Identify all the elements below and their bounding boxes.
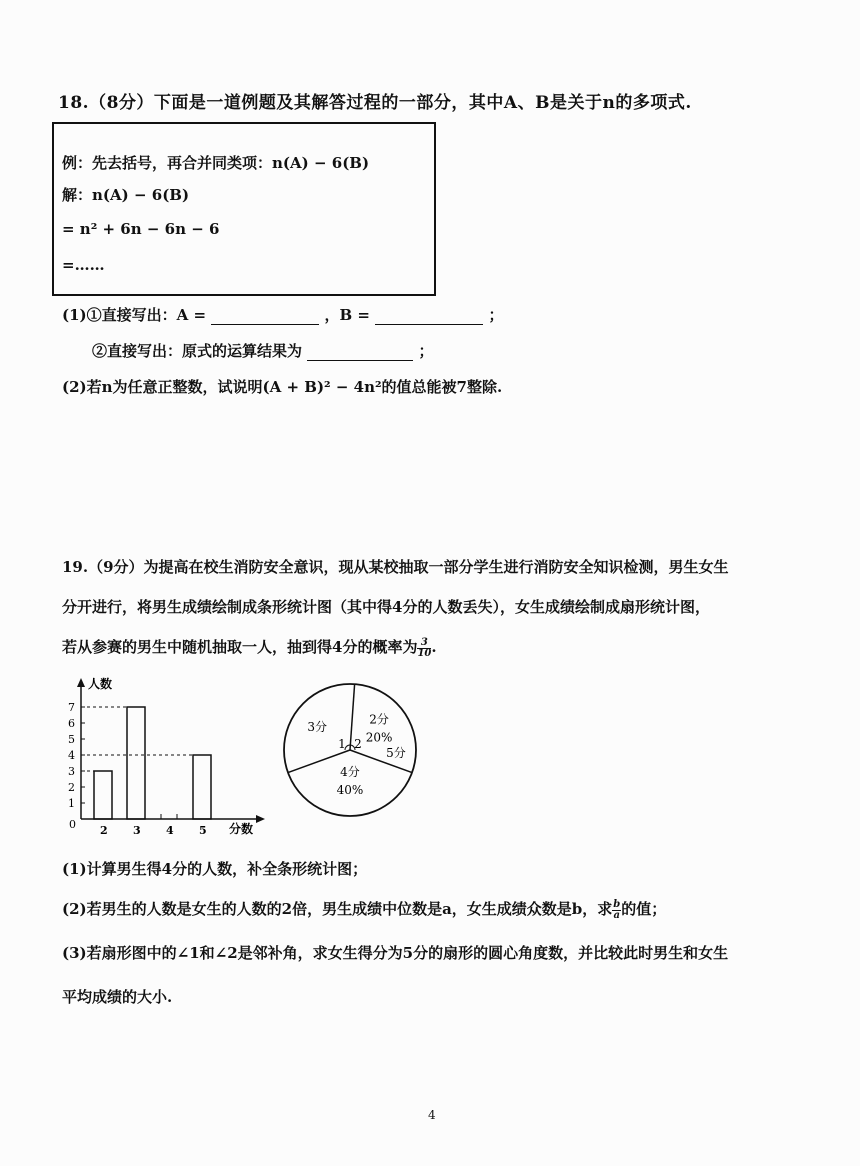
answer-blank-result[interactable]	[307, 346, 413, 361]
q18-title: 18.（8分）下面是一道例题及其解答过程的一部分，其中A、B是关于n的多项式.	[58, 93, 692, 113]
slice-label: 2分	[369, 712, 389, 727]
slice-label: 3分	[307, 720, 328, 735]
solution-step2: =……	[62, 256, 105, 274]
solution-line: 解：n(A) − 6(B)	[62, 186, 190, 204]
slice-percent: 40%	[336, 783, 364, 797]
part1b-lead: ②直接写出：原式的运算结果为	[92, 342, 303, 360]
solution-step1: = n² + 6n − 6n − 6	[62, 220, 220, 238]
q19-sub3-line1: (3)若扇形图中的∠1和∠2是邻补角，求女生得分为5分的扇形的圆心角度数，并比较此时男生和女生	[62, 944, 729, 962]
slice-label: 4分	[340, 765, 360, 779]
q19-sub2	[62, 898, 666, 921]
page-number: 4	[428, 1108, 436, 1122]
slice-label: 5分	[386, 746, 406, 761]
y-tick-label: 1	[68, 797, 75, 810]
q19-line3-end: .	[431, 638, 437, 656]
y-tick-label: 6	[68, 717, 75, 730]
ratio-fraction	[612, 900, 621, 921]
y-tick-label: 5	[68, 733, 75, 746]
ratio-numerator: b	[613, 898, 621, 910]
y-tick-label: 7	[68, 701, 75, 714]
q19-line3-lead: 若从参赛的男生中随机抽取一人，抽到得4分的概率为	[62, 638, 418, 656]
x-tick-label: 2	[100, 824, 108, 837]
part1a-mid: ，B =	[324, 306, 371, 324]
q19-sub2-lead: (2)若男生的人数是女生的人数的2倍，男生成绩中位数是a，女生成绩众数是b，求	[62, 900, 613, 918]
q19-line2: 分开进行，将男生成绩绘制成条形统计图（其中得4分的人数丢失），女生成绩绘制成扇形统计图，	[62, 598, 710, 616]
angle-label-1: 1	[338, 737, 346, 751]
x-tick-label: 4	[166, 824, 174, 837]
ratio-denominator: a	[613, 909, 621, 921]
slice-percent: 20%	[365, 730, 393, 745]
q19-sub3-line2: 平均成绩的大小.	[62, 988, 173, 1006]
x-tick-label: 3	[133, 824, 141, 837]
part1a-lead: (1)①直接写出：A =	[62, 306, 207, 324]
q19-sub1: (1)计算男生得4分的人数，补全条形统计图；	[62, 860, 368, 878]
probability-fraction	[417, 638, 431, 659]
fraction-numerator: 3	[417, 638, 431, 649]
q18-part2: (2)若n为任意正整数，试说明(A + B)² − 4n²的值总能被7整除.	[62, 378, 503, 396]
q19-line1: 19.（9分）为提高在校生消防安全意识，现从某校抽取一部分学生进行消防安全知识检测，男生女生	[62, 558, 729, 576]
angle-label-2: 2	[354, 737, 362, 751]
part1a-end: ；	[488, 306, 504, 324]
pie-chart	[280, 678, 430, 828]
y-tick-label: 2	[68, 781, 75, 794]
bar	[193, 755, 211, 819]
q18-part1b	[92, 340, 434, 361]
origin-label: 0	[69, 818, 76, 831]
x-tick-label: 5	[199, 824, 207, 837]
y-tick-label: 3	[68, 765, 75, 778]
part1b-end: ；	[418, 342, 434, 360]
y-axis-arrow	[77, 678, 85, 687]
q19-line3	[62, 636, 437, 659]
fraction-denominator: 10	[417, 647, 432, 659]
q18-part1a	[62, 304, 504, 325]
y-tick-label: 4	[68, 749, 75, 762]
x-axis-arrow	[256, 815, 265, 823]
q19-sub2-end: 的值；	[621, 900, 667, 918]
x-axis-label: 分数	[229, 822, 254, 836]
example-line: 例：先去括号，再合并同类项：n(A) − 6(B)	[62, 154, 370, 172]
y-axis-label: 人数	[88, 677, 113, 691]
example-box	[52, 122, 436, 296]
answer-blank-B[interactable]	[375, 310, 483, 325]
bar-chart	[55, 672, 270, 842]
bar	[127, 707, 145, 819]
answer-blank-A[interactable]	[211, 310, 319, 325]
bar	[94, 771, 112, 819]
